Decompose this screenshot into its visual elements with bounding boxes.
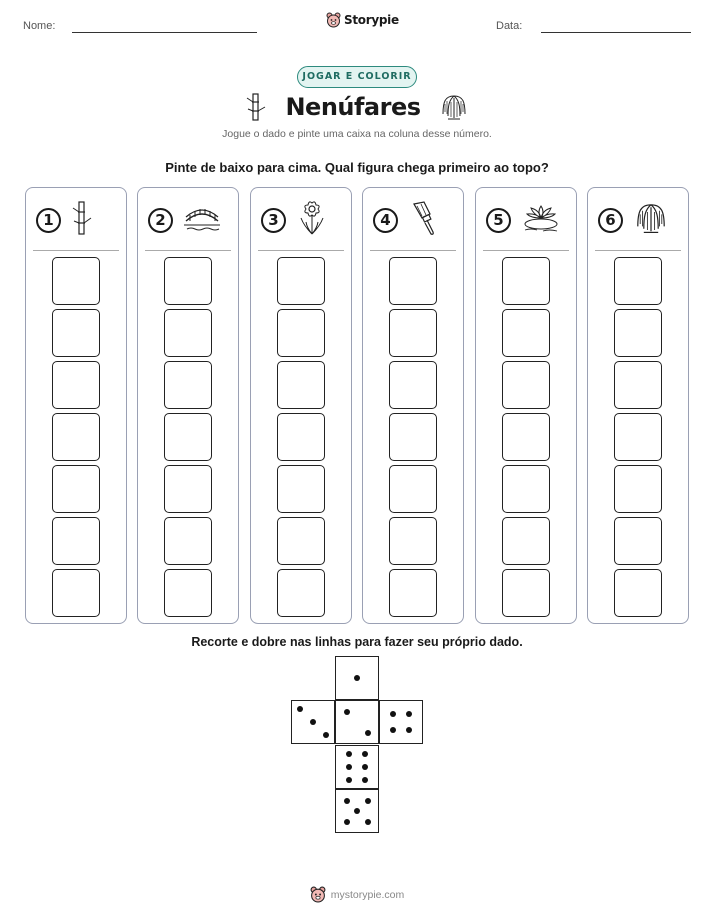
die-face-4	[379, 700, 423, 744]
color-box[interactable]	[502, 257, 550, 305]
color-box[interactable]	[52, 517, 100, 565]
column-3	[250, 187, 352, 624]
color-box[interactable]	[277, 465, 325, 513]
column-1	[25, 187, 127, 624]
footer-url[interactable]: mystorypie.com	[330, 888, 405, 901]
column-2	[137, 187, 239, 624]
die-pip	[390, 727, 396, 733]
color-box[interactable]	[52, 569, 100, 617]
color-box[interactable]	[164, 309, 212, 357]
bridge-icon	[183, 203, 221, 238]
color-box[interactable]	[614, 465, 662, 513]
daffodil-icon	[296, 200, 328, 241]
die-pip	[346, 751, 352, 757]
color-box[interactable]	[277, 413, 325, 461]
date-label: Data:	[496, 20, 523, 32]
die-face-5	[335, 789, 379, 833]
die-pip	[310, 719, 316, 725]
column-header	[598, 202, 682, 238]
color-box[interactable]	[389, 569, 437, 617]
die-pip	[354, 675, 360, 681]
brand-logo	[326, 12, 399, 28]
die-pip	[344, 709, 350, 715]
die-face-2	[335, 700, 379, 744]
paintbrush-icon	[408, 200, 438, 241]
die-pip	[406, 727, 412, 733]
column-header	[261, 202, 345, 238]
die-pip	[346, 764, 352, 770]
cut-instruction: Recorte e dobre nas linhas para fazer seu próprio dado.	[191, 635, 523, 649]
column-divider	[258, 250, 344, 251]
color-box[interactable]	[614, 569, 662, 617]
color-box[interactable]	[52, 309, 100, 357]
instruction-text: Pinte de baixo para cima. Qual figura chega primeiro ao topo?	[165, 160, 549, 175]
column-divider	[595, 250, 681, 251]
column-header	[373, 202, 457, 238]
column-divider	[483, 250, 569, 251]
color-box[interactable]	[389, 465, 437, 513]
die-face-6	[335, 745, 379, 789]
color-box[interactable]	[164, 413, 212, 461]
column-number: 4	[373, 208, 398, 233]
color-box[interactable]	[389, 361, 437, 409]
die-pip	[365, 798, 371, 804]
activity-badge: JOGAR E COLORIR	[297, 66, 417, 88]
die-pip	[344, 819, 350, 825]
color-box[interactable]	[389, 517, 437, 565]
column-divider	[33, 250, 119, 251]
color-box[interactable]	[502, 517, 550, 565]
column-number: 5	[486, 208, 511, 233]
subtitle: Jogue o dado e pinte uma caixa na coluna desse número.	[222, 128, 492, 140]
die-face-3	[291, 700, 335, 744]
color-box[interactable]	[52, 361, 100, 409]
color-box[interactable]	[502, 413, 550, 461]
bamboo-icon	[245, 92, 267, 122]
die-pip	[323, 732, 329, 738]
lotus-icon	[521, 202, 561, 239]
die-pip	[390, 711, 396, 717]
color-box[interactable]	[614, 413, 662, 461]
storypie-bear-icon	[326, 12, 341, 28]
color-box[interactable]	[614, 517, 662, 565]
color-box[interactable]	[389, 257, 437, 305]
die-pip	[346, 777, 352, 783]
die-pip	[354, 808, 360, 814]
column-header	[486, 202, 570, 238]
color-box[interactable]	[277, 257, 325, 305]
color-box[interactable]	[277, 517, 325, 565]
color-box[interactable]	[164, 569, 212, 617]
column-divider	[145, 250, 231, 251]
die-pip	[344, 798, 350, 804]
storypie-bear-icon	[310, 886, 326, 903]
column-number: 6	[598, 208, 623, 233]
brand-name: Storypie	[344, 13, 399, 27]
color-box[interactable]	[502, 465, 550, 513]
column-5	[475, 187, 577, 624]
color-box[interactable]	[52, 465, 100, 513]
column-header	[36, 202, 120, 238]
column-6	[587, 187, 689, 624]
die-face-1	[335, 656, 379, 700]
color-box[interactable]	[277, 361, 325, 409]
color-box[interactable]	[614, 361, 662, 409]
color-box[interactable]	[614, 257, 662, 305]
color-box[interactable]	[389, 309, 437, 357]
footer	[0, 886, 714, 903]
bamboo-icon	[71, 200, 93, 241]
name-line[interactable]	[72, 32, 257, 33]
name-label: Nome:	[23, 20, 56, 32]
title-row	[0, 92, 714, 122]
die-pip	[365, 730, 371, 736]
die-pip	[362, 751, 368, 757]
color-box[interactable]	[277, 309, 325, 357]
die-pip	[362, 777, 368, 783]
die-pip	[362, 764, 368, 770]
color-box[interactable]	[164, 517, 212, 565]
die-pip	[406, 711, 412, 717]
column-divider	[370, 250, 456, 251]
color-box[interactable]	[52, 257, 100, 305]
die-pip	[365, 819, 371, 825]
column-number: 1	[36, 208, 61, 233]
color-box[interactable]	[277, 569, 325, 617]
column-number: 2	[148, 208, 173, 233]
willow-tree-icon	[633, 200, 669, 241]
willow-tree-icon	[439, 92, 469, 122]
column-header	[148, 202, 232, 238]
color-box[interactable]	[389, 413, 437, 461]
die-pip	[297, 706, 303, 712]
date-line[interactable]	[541, 32, 691, 33]
color-box[interactable]	[502, 309, 550, 357]
color-box[interactable]	[502, 569, 550, 617]
color-box[interactable]	[164, 465, 212, 513]
page-title: Nenúfares	[285, 93, 421, 121]
color-box[interactable]	[164, 361, 212, 409]
column-4	[362, 187, 464, 624]
column-number: 3	[261, 208, 286, 233]
color-box[interactable]	[164, 257, 212, 305]
color-box[interactable]	[502, 361, 550, 409]
color-box[interactable]	[614, 309, 662, 357]
color-box[interactable]	[52, 413, 100, 461]
